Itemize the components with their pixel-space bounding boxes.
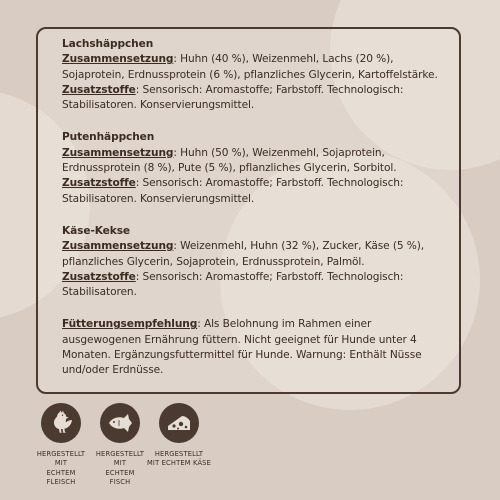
badge-caption-line: MIT [113,458,127,468]
badge-caption-line: MIT ECHTEM KÄSE [146,458,212,468]
section-title: Putenhäppchen [62,131,155,144]
quality-badges [28,403,428,498]
section-lachshaeppchen [62,37,447,113]
section-title: Lachshäppchen [62,38,154,50]
composition-label: Zusammensetzung [62,240,174,253]
additives-text: : Sensorisch: Aromastoffe; Farbstoff. Technologisch: Stabilisatoren. Konservierungsmittel. [62,83,404,112]
badge-caption-line: FISCH [109,477,131,487]
additives-label: Zusatzstoffe [62,177,136,190]
composition-label: Zusammensetzung [62,146,174,159]
composition-text: : Huhn (50 %), Weizenmehl, Sojaprotein, Erdnussprotein (8 %), Pute (5 %), pflanzliches Glycerin, Sorbitol. [62,146,397,175]
fish-icon [100,403,140,443]
chicken-icon [41,403,81,443]
composition-line [62,146,447,177]
feeding-text: : Als Belohnung im Rahmen einer ausgewogenen Ernährung füttern. Nicht geeignet für Hunde unter 4 Monaten. Ergänzungsfuttermittel für Hunde. Warnung: Enthält Nüsse und/oder Erdnüsse. [62,318,422,377]
composition-text: : Huhn (40 %), Weizenmehl, Lachs (20 %), Sojaprotein, Erdnussprotein (6 %), pflanzliches Glycerin, Kartoffelstärke. [62,53,438,81]
badge-caption-line: FLEISCH [46,477,76,487]
additives-label: Zusatzstoffe [62,270,136,283]
composition-label: Zusammensetzung [62,53,174,66]
badge-caption-line: HERGESTELLT [95,449,145,458]
badge-real-cheese [146,403,212,468]
product-info-panel [36,27,461,394]
section-kaese-kekse [62,224,447,300]
additives-line [62,83,447,114]
feeding-label: Fütterungsempfehlung [62,318,198,331]
additives-label: Zusatzstoffe [62,83,136,96]
badge-caption-line: HERGESTELLT [154,449,204,458]
cheese-icon [159,403,199,443]
additives-line [62,176,447,207]
badge-caption [28,449,94,487]
badge-caption-line: HERGESTELLT [36,449,86,458]
composition-line [62,239,447,270]
composition-line [62,52,447,83]
badge-real-meat [28,403,94,487]
feeding-recommendation [62,317,447,378]
section-putenhaeppchen [62,130,447,206]
badge-caption-line: MIT [54,458,68,468]
badge-caption-line: ECHTEM [105,467,135,477]
section-title: Käse-Kekse [62,224,130,237]
additives-text: : Sensorisch: Aromastoffe; Farbstoff. Technologisch: Stabilisatoren. [62,270,404,299]
badge-real-fish [87,403,153,487]
badge-caption-line: ECHTEM [46,467,76,477]
composition-text: : Weizenmehl, Huhn (32 %), Zucker, Käse (5 %), pflanzliches Glycerin, Sojaprotein, Erdnussprotein, Palmöl. [62,240,425,268]
badge-caption [87,449,153,487]
additives-line [62,270,447,301]
badge-caption [146,449,212,468]
additives-text: : Sensorisch: Aromastoffe; Farbstoff. Technologisch: Stabilisatoren. Konservierungsmittel. [62,177,404,205]
